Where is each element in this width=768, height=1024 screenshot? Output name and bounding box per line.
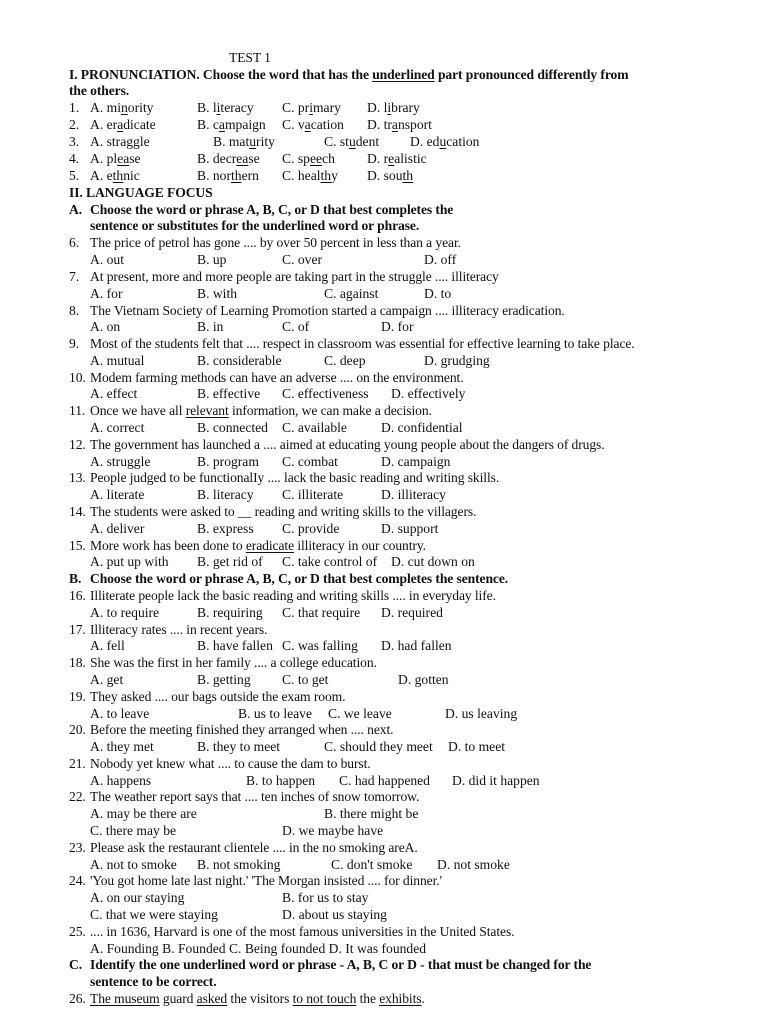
option-c: C. against [324, 286, 379, 301]
option-b: B. in [197, 319, 224, 334]
option-c: C. illiterate [282, 487, 344, 502]
question-stem: 15. More work has been done to eradicate illiteracy in our country. [69, 538, 426, 553]
option-a: A. deliver [90, 521, 145, 536]
question-stem: 25. .... in 1636, Harvard is one of the most famous universities in the United States. [69, 924, 515, 939]
option-c: C. had happened [339, 773, 430, 788]
option-c: C. don't smoke [331, 857, 413, 872]
option-d: D. had fallen [381, 638, 452, 653]
option-d: D. confidential [381, 420, 463, 435]
option-d: D. we maybe have [282, 823, 384, 838]
question-stem: 18. She was the first in her family .... a college education. [69, 655, 377, 670]
question-stem: 11. Once we have all relevant information, we can make a decision. [69, 403, 432, 418]
option-b: B. there might be [324, 806, 419, 821]
option-c: C. speech [282, 151, 335, 166]
option-b: B. get rid of [197, 554, 263, 569]
option-a: A. happens [90, 773, 152, 788]
option-d: D. off [424, 252, 457, 267]
option-b: B. program [197, 454, 259, 469]
option-d: D. gotten [398, 672, 449, 687]
option-d: D. realistic [367, 151, 427, 166]
option-a: A. may be there are [90, 806, 197, 821]
option-d: D. south [367, 168, 414, 183]
part-c-instruction-cont: sentence to be correct. [90, 974, 217, 989]
option-b: B. to happen [246, 773, 316, 788]
question-stem: 7. At present, more and more people are taking part in the struggle .... illiteracy [69, 269, 499, 284]
question-stem: 16. Illiterate people lack the basic reading and writing skills .... in everyday life. [69, 588, 496, 603]
option-d: D. about us staying [282, 907, 387, 922]
option-d: D. did it happen [452, 773, 540, 788]
question-stem: 14. The students were asked to __ reading and writing skills to the villagers. [69, 504, 477, 519]
option-a: A. mutual [90, 353, 145, 368]
question-stem: 13. People judged to be functionalIy .... lack the basic reading and writing skills. [69, 470, 500, 485]
option-c: C. vacation [282, 117, 344, 132]
option-a: A. struggle [90, 454, 151, 469]
section-1-heading: I. PRONUNCIATION. Choose the word that has the underlined part pronounced differently from [69, 67, 629, 82]
option-a: A. on [90, 319, 121, 334]
option-a: A. literate [90, 487, 145, 502]
option-c: C. of [282, 319, 310, 334]
test-title: TEST 1 [229, 50, 271, 65]
option-d: D. us leaving [445, 706, 518, 721]
option-c: C. that we were staying [90, 907, 218, 922]
option-d: D. to meet [448, 739, 506, 754]
option-d: D. not smoke [437, 857, 510, 872]
question-stem: 26. The museum guard asked the visitors to not touch the exhibits. [69, 991, 425, 1006]
option-a: A. to require [90, 605, 160, 620]
option-a: A. not to smoke [90, 857, 177, 872]
option-c: C. was falling [282, 638, 358, 653]
option-a: A. minority [90, 100, 154, 115]
option-c: C. there may be [90, 823, 177, 838]
option-d: D. to [424, 286, 452, 301]
option-a: A. to leave [90, 706, 150, 721]
option-a: A. ethnic [90, 168, 140, 183]
option-a: A. please [90, 151, 141, 166]
question-stem: 22. The weather report says that .... ten inches of snow tomorrow. [69, 789, 420, 804]
options-line: A. Founding B. Founded C. Being founded D. It was founded [90, 941, 427, 956]
section-1-heading-cont: the others. [69, 83, 130, 98]
option-b: B. literacy [197, 487, 254, 502]
option-d: D. cut down on [391, 554, 475, 569]
option-c: C. should they meet [324, 739, 433, 754]
question-number: 2. [69, 117, 79, 132]
question-number: 5. [69, 168, 79, 183]
option-c: C. provide [282, 521, 340, 536]
option-a: A. straggle [90, 134, 150, 149]
question-number: 3. [69, 134, 79, 149]
option-a: A. effect [90, 386, 138, 401]
option-b: B. getting [197, 672, 251, 687]
question-stem: 12. The government has launched a .... aimed at educating young people about the dangers of drugs. [69, 437, 605, 452]
option-c: C. that require [282, 605, 361, 620]
option-b: B. literacy [197, 100, 254, 115]
option-b: B. effective [197, 386, 261, 401]
option-a: A. out [90, 252, 124, 267]
part-a-instruction: A. Choose the word or phrase A, B, C, or D that best completes the [69, 202, 454, 217]
option-a: A. correct [90, 420, 145, 435]
option-b: B. have fallen [197, 638, 273, 653]
option-d: D. library [367, 100, 420, 115]
option-b: B. for us to stay [282, 890, 369, 905]
option-b: B. requiring [197, 605, 263, 620]
question-stem: 24. 'You got home late last night.' 'The Morgan insisted .... for dinner.' [69, 873, 442, 888]
option-c: C. student [324, 134, 380, 149]
question-stem: 21. Nobody yet knew what .... to cause the dam to burst. [69, 756, 371, 771]
part-b-instruction: B. Choose the word or phrase A, B, C, or D that best completes the sentence. [69, 571, 509, 586]
option-b: B. decrease [197, 151, 260, 166]
option-d: D. education [410, 134, 480, 149]
option-b: B. us to leave [238, 706, 312, 721]
option-d: D. campaign [381, 454, 451, 469]
option-d: D. support [381, 521, 439, 536]
question-stem: 8. The Vietnam Society of Learning Promotion started a campaign .... illiteracy eradication. [69, 303, 565, 318]
part-c-instruction: C. Identify the one underlined word or phrase - A, B, C or D - that must be changed for the [69, 957, 592, 972]
option-c: C. over [282, 252, 323, 267]
option-b: B. express [197, 521, 254, 536]
option-d: D. required [381, 605, 443, 620]
option-a: A. eradicate [90, 117, 156, 132]
option-b: B. connected [197, 420, 268, 435]
option-b: B. with [197, 286, 238, 301]
option-b: B. northern [197, 168, 259, 183]
option-c: C. we leave [328, 706, 392, 721]
question-stem: 6. The price of petrol has gone .... by over 50 percent in less than a year. [69, 235, 461, 250]
option-c: C. combat [282, 454, 338, 469]
option-d: D. transport [367, 117, 432, 132]
option-b: B. they to meet [197, 739, 281, 754]
question-stem: 19. They asked .... our bags outside the exam room. [69, 689, 346, 704]
option-a: A. on our staying [90, 890, 185, 905]
part-a-instruction-cont: sentence or substitutes for the underlined word or phrase. [90, 218, 420, 233]
option-a: A. fell [90, 638, 125, 653]
option-a: A. put up with [90, 554, 169, 569]
option-a: A. get [90, 672, 124, 687]
question-stem: 10. Modem farming methods can have an adverse .... on the environment. [69, 370, 464, 385]
option-c: C. primary [282, 100, 341, 115]
option-c: C. deep [324, 353, 366, 368]
option-a: A. they met [90, 739, 154, 754]
question-number: 1. [69, 100, 79, 115]
option-b: B. maturity [213, 134, 275, 149]
option-c: C. available [282, 420, 347, 435]
option-c: C. effectiveness [282, 386, 369, 401]
question-stem: 23. Please ask the restaurant clientele .... in the no smoking areA. [69, 840, 418, 855]
question-stem: 17. Illiteracy rates .... in recent years. [69, 622, 268, 637]
option-d: D. for [381, 319, 414, 334]
option-b: B. not smoking [197, 857, 281, 872]
option-c: C. to get [282, 672, 329, 687]
option-a: A. for [90, 286, 123, 301]
option-c: C. healthy [282, 168, 338, 183]
question-stem: 9. Most of the students felt that .... respect in classroom was essential for effective learning to take place. [69, 336, 635, 351]
option-b: B. campaign [197, 117, 266, 132]
question-stem: 20. Before the meeting finished they arranged when .... next. [69, 722, 394, 737]
option-d: D. illiteracy [381, 487, 446, 502]
option-d: D. grudging [424, 353, 490, 368]
question-number: 4. [69, 151, 79, 166]
section-2-heading: II. LANGUAGE FOCUS [69, 185, 213, 200]
option-d: D. effectively [391, 386, 466, 401]
option-c: C. take control of [282, 554, 378, 569]
option-b: B. up [197, 252, 227, 267]
option-b: B. considerable [197, 353, 282, 368]
